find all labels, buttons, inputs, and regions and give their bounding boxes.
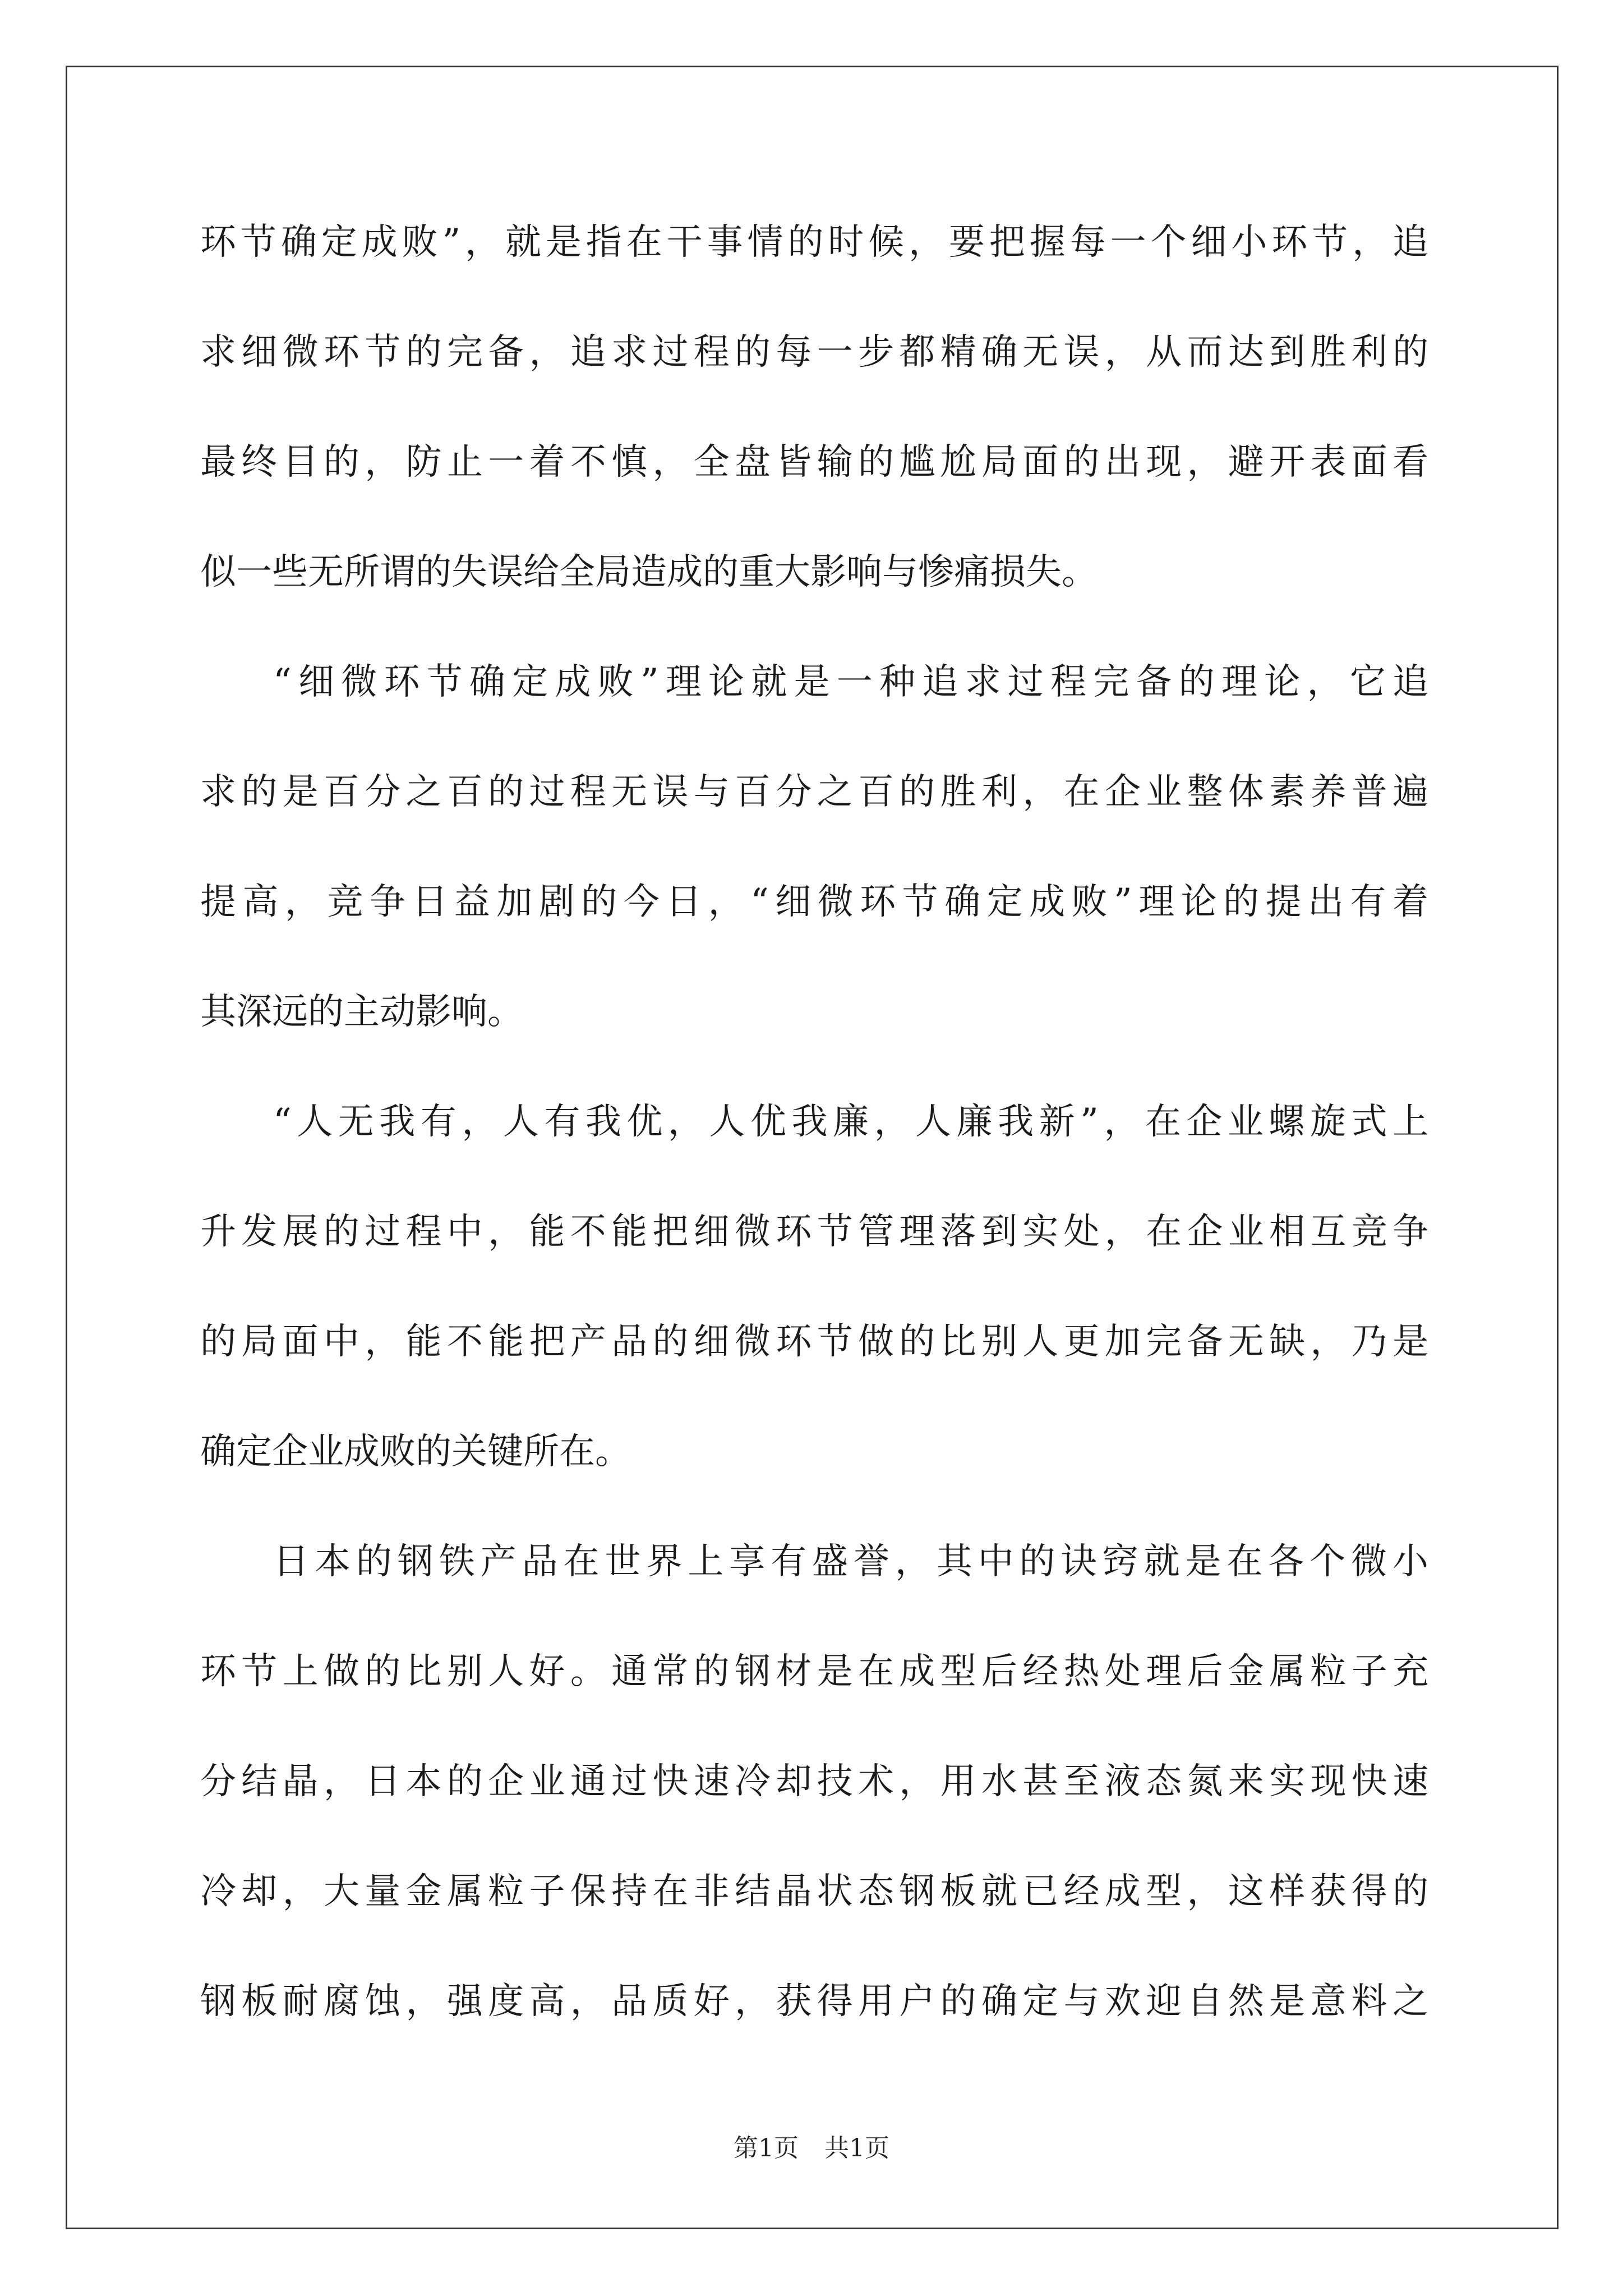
text-line: 环节确定成败”，就是指在干事情的时候，要把握每一个细小环节，追 xyxy=(200,222,1428,263)
text-line: 日本的钢铁产品在世界上享有盛誉，其中的诀窍就是在各个微小 xyxy=(273,1541,1428,1582)
text-line: 分结晶，日本的企业通过快速冷却技术，用水甚至液态氮来实现快速 xyxy=(200,1761,1428,1802)
text-line: 求的是百分之百的过程无误与百分之百的胜利，在企业整体素养普遍 xyxy=(200,771,1428,813)
text-line: “人无我有，人有我优，人优我廉，人廉我新”，在企业螺旋式上 xyxy=(273,1101,1428,1143)
text-line: 环节上做的比别人好。通常的钢材是在成型后经热处理后金属粒子充 xyxy=(200,1651,1428,1692)
text-line: 其深远的主动影响。 xyxy=(200,991,523,1033)
text-line: 钢板耐腐蚀，强度高，品质好，获得用户的确定与欢迎自然是意料之 xyxy=(200,1981,1428,2022)
text-line: 冷却，大量金属粒子保持在非结晶状态钢板就已经成型，这样获得的 xyxy=(200,1871,1428,1912)
text-line: 确定企业成败的关键所在。 xyxy=(200,1431,631,1473)
page-number: 第1页 xyxy=(734,2134,799,2162)
text-line: 提高，竞争日益加剧的今日，“细微环节确定成败”理论的提出有着 xyxy=(200,881,1428,923)
page-footer xyxy=(0,2132,1623,2165)
text-line: “细微环节确定成败”理论就是一种追求过程完备的理论，它追 xyxy=(273,661,1428,703)
text-line: 似一些无所谓的失误给全局造成的重大影响与惨痛损失。 xyxy=(200,551,1098,593)
text-line: 升发展的过程中，能不能把细微环节管理落到实处，在企业相互竞争 xyxy=(200,1211,1428,1253)
text-line: 的局面中，能不能把产品的细微环节做的比别人更加完备无缺，乃是 xyxy=(200,1321,1428,1363)
text-line: 求细微环节的完备，追求过程的每一步都精确无误，从而达到胜利的 xyxy=(200,332,1428,373)
text-line: 最终目的，防止一着不慎，全盘皆输的尴尬局面的出现，避开表面看 xyxy=(200,441,1428,483)
page-total: 共1页 xyxy=(824,2134,889,2162)
